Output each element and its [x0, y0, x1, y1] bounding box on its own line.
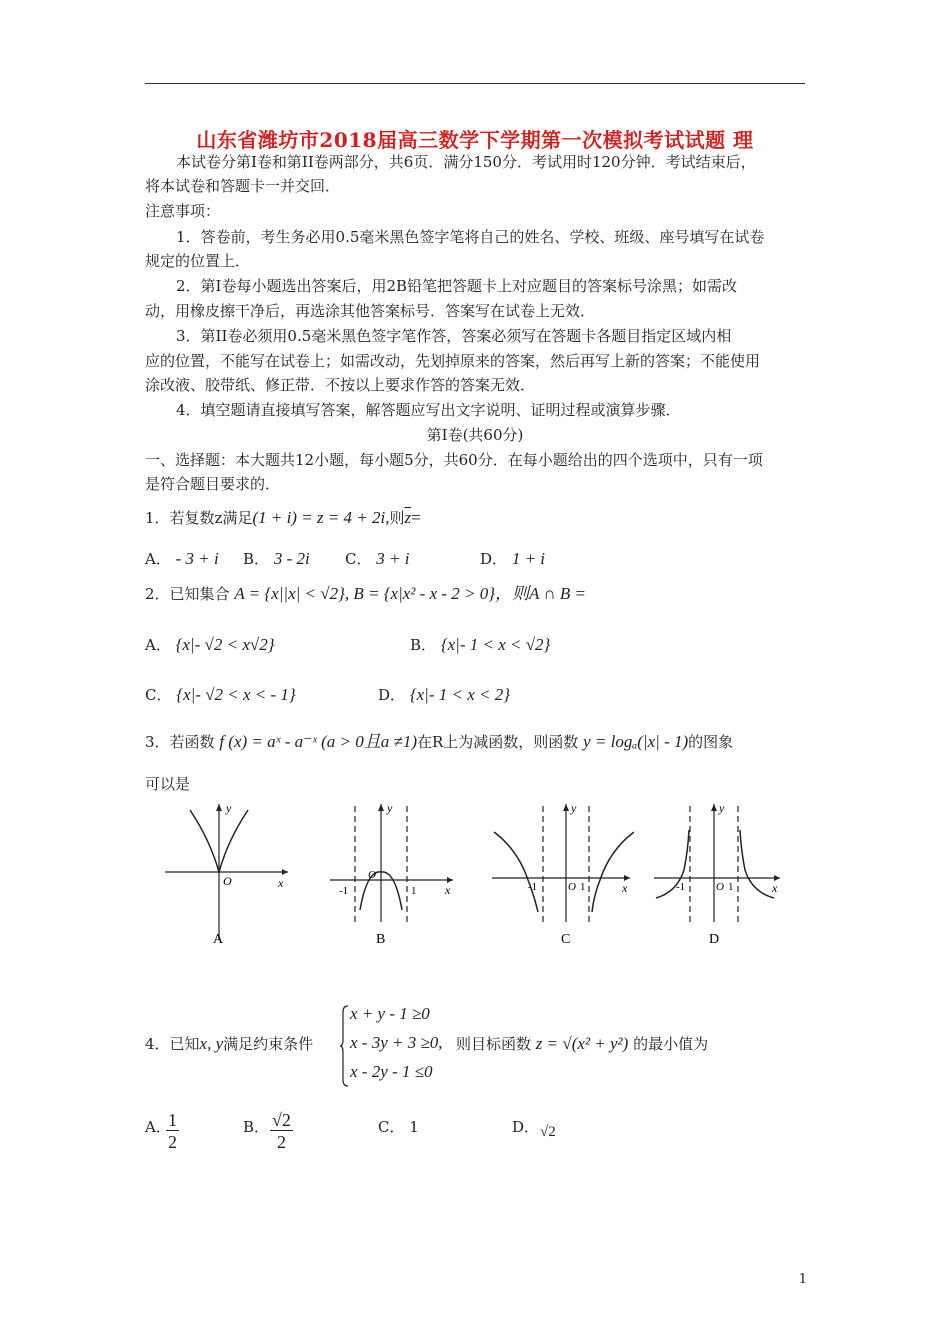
- q1-stem: 1．若复数z满足: [145, 509, 253, 527]
- q3-line-2: 可以是: [145, 775, 191, 793]
- graph-a-curve-right: [219, 810, 248, 872]
- graph-a-label: A: [213, 932, 224, 947]
- graph-a-y-label: y: [226, 801, 232, 815]
- notice-2a: 2．第I卷每小题选出答案后，用2B铅笔把答题卡上对应题目的答案标号涂黑；如需改: [176, 277, 738, 295]
- q4-option-b: $\frac{√2}{2}$: [272, 1110, 291, 1152]
- q2-option-b: B． {x|- 1 < x < √2}: [410, 635, 551, 654]
- q4-option-c: C． 1: [378, 1118, 419, 1136]
- q4-objective: 则目标函数 z = √(x² + y²) 的最小值为: [456, 1034, 709, 1053]
- q3-tail: 的图象: [688, 733, 734, 751]
- graph-a-x-label: x: [278, 876, 284, 890]
- q3-graph-a: [160, 800, 295, 950]
- graph-b-neg-tick: -1: [339, 885, 349, 897]
- question-1: [145, 508, 421, 528]
- q4-constraint-3: x - 2y - 1 ≤0: [350, 1062, 433, 1081]
- q1-option-a: A． - 3 + i: [145, 549, 219, 568]
- graph-d-curve-right: [740, 830, 774, 898]
- graph-c-origin: O: [568, 881, 576, 893]
- q1-option-d: D． 1 + i: [480, 549, 546, 568]
- graph-d-x-label: x: [772, 881, 778, 895]
- graph-d-label: D: [709, 932, 720, 947]
- notice-4: 4．填空题请直接填写答案，解答题应写出文字说明、证明过程或演算步骤．: [176, 401, 681, 419]
- graph-c-x-label: x: [622, 881, 628, 895]
- section-header: 第I卷(共60分): [426, 426, 524, 444]
- q2-tail: ，则A ∩ B =: [495, 584, 587, 603]
- page-number: 1: [798, 1272, 807, 1287]
- section-desc-2: 是符合题目要求的．: [145, 475, 281, 493]
- q4-option-b-label: B．: [243, 1118, 270, 1136]
- q4-left-brace: [340, 1004, 350, 1088]
- q4-constraint-system: [340, 1004, 460, 1088]
- q4-stem: 4．已知x, y满足约束条件: [145, 1034, 314, 1053]
- graph-c-label: C: [561, 932, 571, 947]
- q3-graph-d: [652, 800, 787, 950]
- graph-d-neg-tick: -1: [676, 881, 686, 893]
- intro-line-2: 将本试卷和答题卡一并交回．: [145, 177, 341, 195]
- q4-option-d: √2: [540, 1124, 556, 1140]
- graph-b-x-label: x: [445, 883, 451, 897]
- q1-option-c: C． 3 + i: [345, 549, 410, 568]
- graph-a-origin: O: [223, 874, 232, 888]
- graph-c-curve-left: [494, 832, 538, 912]
- intro-line-1: 本试卷分第I卷和第II卷两部分，共6页．满分150分．考试用时120分钟．考试结束后，: [176, 153, 756, 171]
- question-3: [145, 732, 733, 752]
- graph-b-label: B: [376, 932, 386, 947]
- graph-b-origin: O: [368, 869, 376, 881]
- notice-1a: 1．答卷前，考生务必用0.5毫米黑色签字笔将自己的姓名、学校、班级、座号填写在试卷: [176, 228, 765, 246]
- q2-option-a: A． {x|- √2 < x√2}: [145, 635, 275, 654]
- notice-3c: 涂改液、胶带纸、修正带．不按以上要求作答的答案无效．: [145, 376, 536, 394]
- q3-mid: 在R上为减函数，则函数: [417, 733, 579, 751]
- q1-eq: =: [411, 508, 421, 527]
- q2-option-d: D． {x|- 1 < x < 2}: [378, 685, 511, 704]
- q3-func: f (x) = aˣ - a⁻ˣ (a > 0且a ≠1): [219, 732, 417, 751]
- graph-d-y-label: y: [719, 801, 725, 815]
- q1-expr: (1 + i) = z = 4 + 2i,: [252, 508, 390, 527]
- notice-3b: 应的位置，不能写在试卷上；如需改动，先划掉原来的答案，然后再写上新的答案；不能使用: [145, 352, 761, 370]
- graph-c-y-label: y: [571, 801, 577, 815]
- q4-constraint-2: x - 3y + 3 ≥0,: [350, 1033, 443, 1052]
- notice-3a: 3．第II卷必须用0.5毫米黑色签字笔作答，答案必须写在答题卡各题目指定区域内相: [176, 327, 732, 345]
- graph-b-y-label: y: [387, 801, 393, 815]
- q2-stem: 2．已知集合: [145, 585, 230, 603]
- question-2: [145, 584, 586, 604]
- graph-b-pos-tick: 1: [411, 885, 417, 897]
- section-desc-1: 一、选择题：本大题共12小题，每小题5分，共60分．在每小题给出的四个选项中，只有一项: [145, 451, 763, 469]
- q2-sets: A = {x||x| < √2}, B = {x|x² - x - 2 > 0}: [234, 584, 496, 603]
- notice-heading: 注意事项：: [145, 202, 221, 220]
- q1-zbar: $\overline{z}$: [404, 508, 412, 527]
- notice-2b: 动，用橡皮擦干净后，再选涂其他答案标号．答案写在试卷上无效．: [145, 302, 596, 320]
- q3-graph-c: [488, 800, 638, 950]
- q2-option-c: C． {x|- √2 < x < - 1}: [145, 685, 296, 704]
- graph-c-pos-tick: 1: [580, 881, 586, 893]
- q1-option-b: B． 3 - 2i: [243, 549, 310, 568]
- graph-d-pos-tick: 1: [728, 881, 734, 893]
- notice-1b: 规定的位置上．: [145, 252, 251, 270]
- graph-c-neg-tick: -1: [528, 881, 538, 893]
- q3-graph-b: [325, 800, 460, 950]
- q3-stem: 3．若函数: [145, 733, 215, 751]
- q4-option-a: $\frac{1}{2}$: [168, 1110, 177, 1152]
- q4-option-d-label: D．: [512, 1118, 540, 1136]
- graph-a-curve-left: [190, 810, 219, 872]
- exam-title: 山东省潍坊市2018届高三数学下学期第一次模拟考试试题 理: [196, 128, 754, 152]
- q4-constraint-1: x + y - 1 ≥0: [350, 1004, 430, 1023]
- header-rule: [145, 83, 805, 84]
- q3-func2: y = logₐ(|x| - 1): [583, 732, 689, 751]
- graph-c-curve-right: [592, 832, 634, 912]
- q1-tail: 则: [389, 509, 405, 527]
- graph-d-origin: O: [716, 881, 724, 893]
- q4-option-a-label: A．: [145, 1118, 171, 1136]
